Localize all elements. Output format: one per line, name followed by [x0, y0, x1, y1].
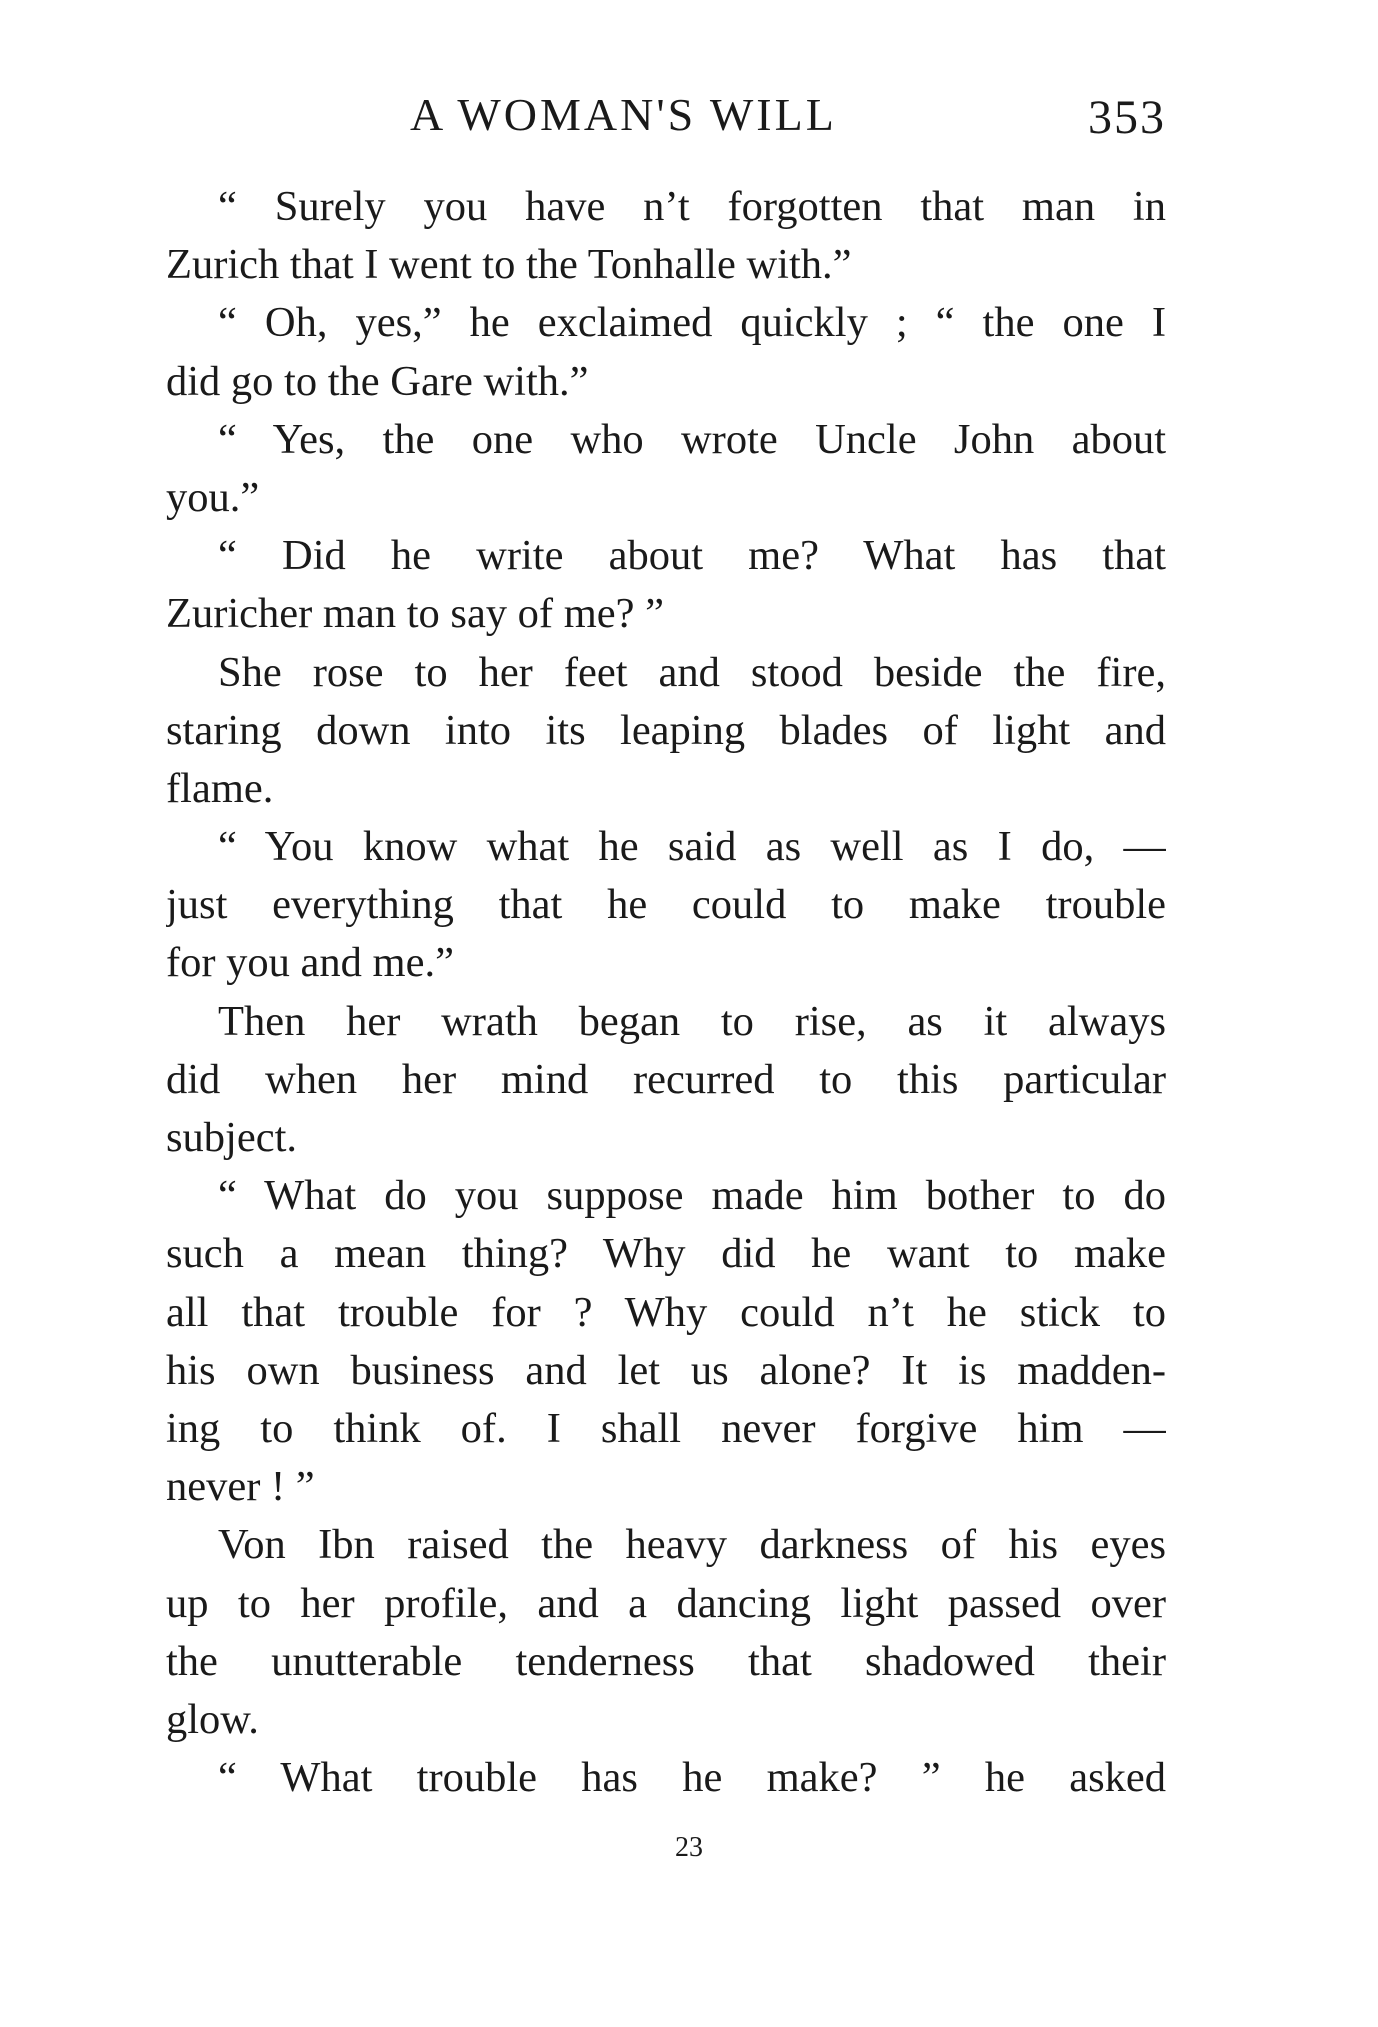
- text-line: “ What trouble has he make? ” he asked: [218, 1754, 1166, 1802]
- text-line: “ Did he write about me? What has that: [218, 532, 1166, 580]
- text-line: never ! ”: [166, 1463, 315, 1511]
- text-line: ing to think of. I shall never forgive him —: [166, 1404, 1166, 1452]
- body-text: [166, 178, 1166, 1807]
- text-line: “ What do you suppose made him bother to do: [218, 1172, 1166, 1220]
- text-line: up to her profile, and a dancing light passed over: [166, 1579, 1166, 1627]
- text-line: his own business and let us alone? It is madden-: [166, 1346, 1166, 1394]
- text-line: “ Yes, the one who wrote Uncle John about: [218, 415, 1166, 463]
- text-line: you.”: [166, 473, 260, 521]
- page-number: 353: [1088, 91, 1166, 144]
- text-line: She rose to her feet and stood beside the fire,: [218, 648, 1166, 696]
- text-line: Then her wrath began to rise, as it always: [218, 997, 1166, 1045]
- text-line: Von Ibn raised the heavy darkness of his eyes: [218, 1521, 1166, 1569]
- text-line: “ You know what he said as well as I do, —: [218, 823, 1166, 871]
- text-line: for you and me.”: [166, 939, 454, 987]
- text-line: glow.: [166, 1695, 259, 1743]
- text-line: flame.: [166, 764, 274, 812]
- running-head: [166, 88, 1166, 158]
- text-line: did when her mind recurred to this particular: [166, 1055, 1166, 1103]
- running-title: A WOMAN'S WILL: [410, 89, 837, 140]
- text-line: “ Oh, yes,” he exclaimed quickly ; “ the one I: [218, 299, 1166, 347]
- text-line: subject.: [166, 1114, 298, 1161]
- text-line: just everything that he could to make trouble: [166, 881, 1166, 929]
- text-line: staring down into its leaping blades of light and: [166, 706, 1166, 754]
- text-line: did go to the Gare with.”: [166, 357, 589, 405]
- text-line: Zurich that I went to the Tonhalle with.”: [166, 241, 852, 289]
- text-line: Zuricher man to say of me? ”: [166, 590, 664, 638]
- text-line: the unutterable tenderness that shadowed their: [166, 1637, 1166, 1685]
- text-line: all that trouble for ? Why could n’t he stick to: [166, 1288, 1166, 1336]
- text-line: “ Surely you have n’t forgotten that man in: [218, 183, 1166, 230]
- text-line: such a mean thing? Why did he want to make: [166, 1230, 1166, 1278]
- signature-mark: 23: [675, 1832, 703, 1863]
